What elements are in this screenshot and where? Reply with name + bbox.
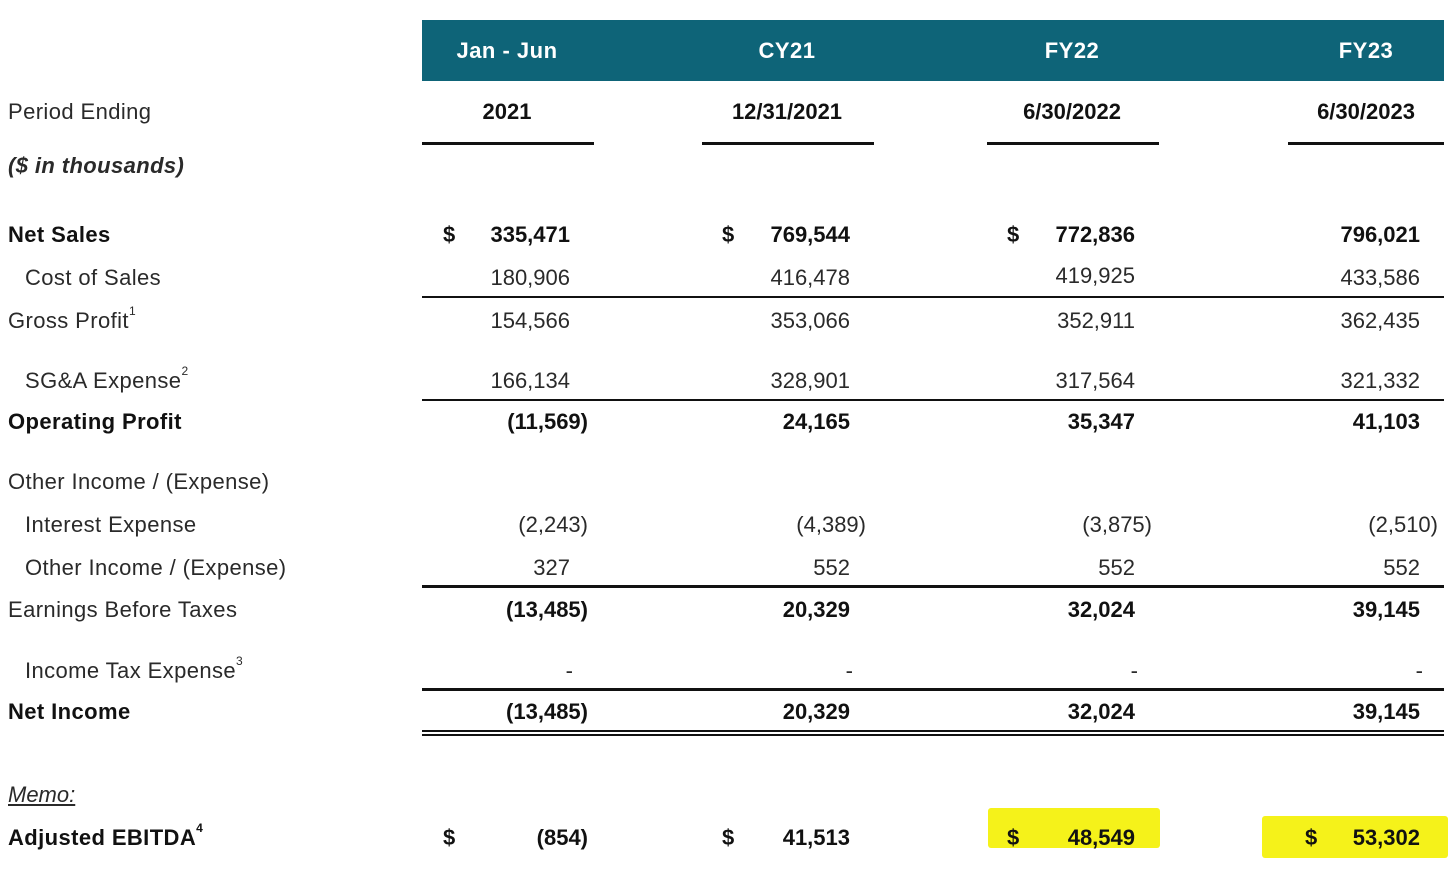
gross-profit-value: 154,566: [490, 308, 570, 333]
currency-symbol: $: [443, 222, 456, 247]
sga-expense-value: 328,901: [770, 368, 850, 393]
units-label: ($ in thousands): [8, 153, 185, 178]
period-underline: [422, 142, 594, 145]
interest-expense-value: (2,510): [1368, 512, 1438, 537]
column-header-cy21: CY21: [758, 38, 816, 63]
other-income-label: Other Income / (Expense): [25, 555, 287, 580]
cost-of-sales-value: 433,586: [1340, 265, 1420, 290]
period-date: 2021: [482, 99, 532, 124]
currency-symbol: $: [722, 825, 735, 850]
adjusted-ebitda-value: 48,549: [1067, 825, 1135, 850]
period-date: 12/31/2021: [731, 99, 843, 124]
currency-symbol: $: [1305, 825, 1318, 850]
net-income-value: 39,145: [1352, 699, 1420, 724]
period-underline: [702, 142, 874, 145]
currency-symbol: $: [722, 222, 735, 247]
other-income-value: 327: [533, 555, 570, 580]
footnote-marker: 3: [236, 654, 244, 668]
net-sales-value: 769,544: [770, 222, 850, 247]
adjusted-ebitda-label: Adjusted EBITDA$^4$: [8, 821, 204, 850]
ebt-value: (13,485): [506, 597, 588, 622]
net-income-label: Net Income: [8, 699, 131, 724]
net-sales-value: 335,471: [490, 222, 570, 247]
cost-of-sales-value: 416,478: [770, 265, 850, 290]
interest-expense-value: (4,389): [796, 512, 866, 537]
income-tax-value: -: [1415, 658, 1423, 683]
net-sales-value: 772,836: [1055, 222, 1135, 247]
net-income-value: 20,329: [782, 699, 850, 724]
total-double-rule: [422, 730, 1444, 736]
subtotal-rule: [422, 399, 1444, 401]
subtotal-rule: [422, 296, 1444, 298]
interest-expense-value: (2,243): [518, 512, 588, 537]
ebt-label: Earnings Before Taxes: [8, 597, 238, 622]
column-header-fy23: FY23: [1338, 38, 1394, 63]
income-tax-value: -: [565, 658, 573, 683]
currency-symbol: $: [1007, 222, 1020, 247]
ebt-value: 32,024: [1067, 597, 1135, 622]
net-income-value: 32,024: [1067, 699, 1135, 724]
net-sales-value: 796,021: [1340, 222, 1420, 247]
sga-expense-value: 321,332: [1340, 368, 1420, 393]
operating-profit-value: 24,165: [782, 409, 850, 434]
adjusted-ebitda-value: 41,513: [782, 825, 850, 850]
operating-profit-label: Operating Profit: [8, 409, 182, 434]
sga-expense-value: 166,134: [490, 368, 570, 393]
income-tax-value: -: [1130, 658, 1138, 683]
operating-profit-value: (11,569): [507, 409, 588, 434]
income-tax-value: -: [845, 658, 853, 683]
other-income-value: 552: [1383, 555, 1420, 580]
operating-profit-value: 41,103: [1352, 409, 1420, 434]
ebt-value: 39,145: [1352, 597, 1420, 622]
interest-expense-value: (3,875): [1082, 512, 1152, 537]
period-date: 6/30/2023: [1317, 99, 1415, 124]
gross-profit-value: 353,066: [770, 308, 850, 333]
sga-expense-label: SG&A Expense$^2$: [25, 364, 189, 393]
sga-expense-value: 317,564: [1055, 368, 1135, 393]
subtotal-rule: [422, 585, 1444, 588]
net-sales-label: Net Sales: [8, 222, 111, 247]
gross-profit-label: Gross Profit$^1$: [8, 304, 137, 333]
adjusted-ebitda-value: 53,302: [1352, 825, 1420, 850]
column-header-jan-jun: Jan - Jun: [456, 38, 558, 63]
memo-label: Memo:: [8, 782, 76, 807]
operating-profit-value: 35,347: [1067, 409, 1135, 434]
subtotal-rule: [422, 688, 1444, 691]
adjusted-ebitda-value: (854): [536, 825, 588, 850]
cost-of-sales-label: Cost of Sales: [25, 265, 162, 290]
gross-profit-value: 352,911: [1057, 308, 1135, 333]
cost-of-sales-value: 419,925: [1055, 263, 1135, 288]
period-underline: [987, 142, 1159, 145]
ebt-value: 20,329: [782, 597, 850, 622]
footnote-marker: 1: [128, 304, 137, 318]
column-header-fy22: FY22: [1044, 38, 1100, 63]
other-income-section-label: Other Income / (Expense): [8, 469, 270, 494]
gross-profit-value: 362,435: [1340, 308, 1420, 333]
footnote-marker: 2: [181, 364, 189, 378]
period-ending-label: Period Ending: [8, 99, 152, 124]
period-date: 6/30/2022: [1023, 99, 1121, 124]
cost-of-sales-value: 180,906: [490, 265, 570, 290]
currency-symbol: $: [443, 825, 456, 850]
net-income-value: (13,485): [506, 699, 588, 724]
other-income-value: 552: [813, 555, 850, 580]
income-tax-label: Income Tax Expense$^3$: [25, 654, 244, 683]
period-underline: [1288, 142, 1444, 145]
currency-symbol: $: [1007, 825, 1020, 850]
other-income-value: 552: [1098, 555, 1135, 580]
interest-expense-label: Interest Expense: [25, 512, 197, 537]
footnote-marker: 4: [196, 821, 204, 835]
